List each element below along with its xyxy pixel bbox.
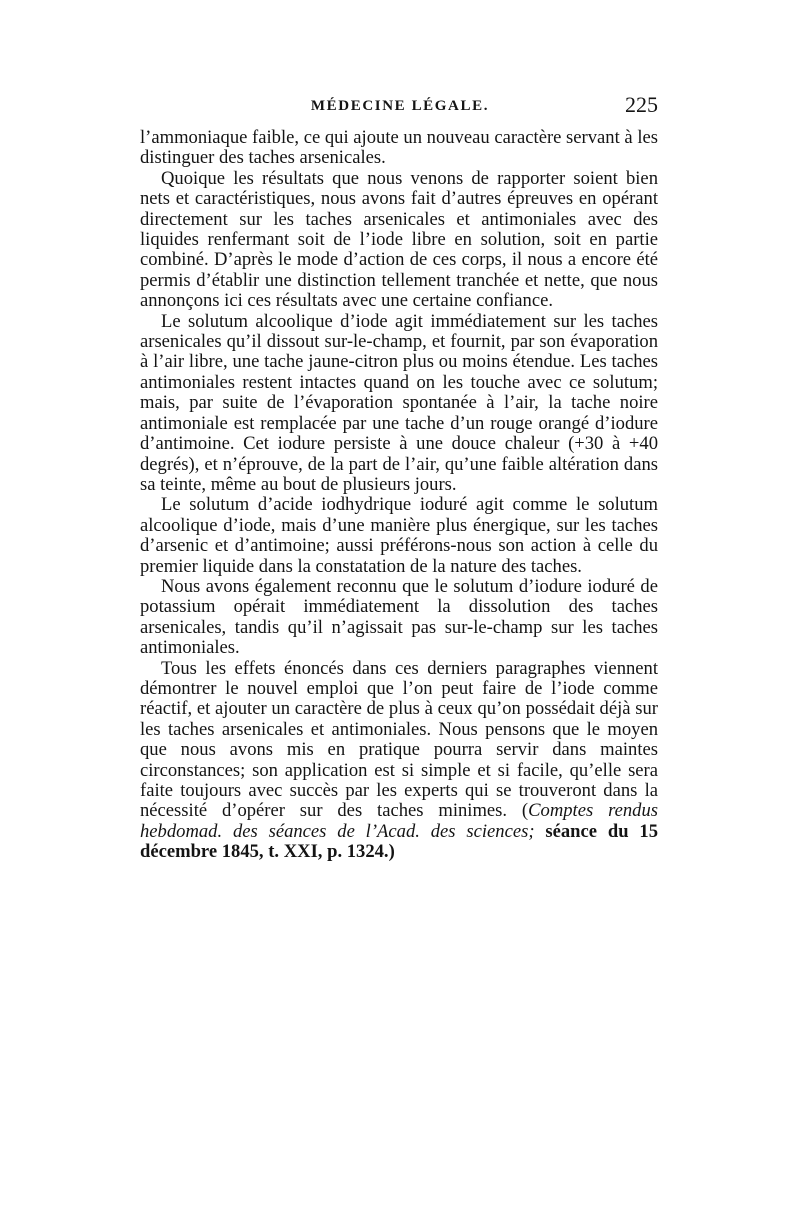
body-text bbox=[140, 128, 658, 863]
paragraph-final-text: Tous les effets énoncés dans ces derniers paragraphes viennent démontrer le nouvel emploi que l’on peut faire de l’iode comme réactif, et ajouter un caractère de plus à ceux qu’on possédait déjà sur les taches arsenicales et antimoniales. Nous pensons que le moyen que nous avons mis en pratique pourra servir dans maintes circonstances; son application est si simple et si facile, qu’elle sera faite toujours avec succès par les experts qui se trouveront dans la nécessité d’opérer sur des taches minimes. bbox=[140, 657, 658, 822]
paragraph: Nous avons également reconnu que le solutum d’iodure ioduré de potassium opérait immédiatement la dissolution des taches arsenicales, tandis qu’il n’agissait pas sur-le-champ sur les taches antimoniales. bbox=[140, 575, 658, 659]
paragraph-final bbox=[140, 659, 658, 863]
citation-reference: séance du 15 décembre 1845, t. XXI, p. 1324.) bbox=[140, 820, 658, 863]
paragraph: Le solutum d’acide iodhydrique ioduré agit comme le solutum alcoolique d’iode, mais d’une manière plus énergique, sur les taches d’arsenic et d’antimoine; aussi préférons-nous son action à celle du premier liquide dans la constatation de la nature des taches. bbox=[140, 494, 658, 577]
page-header bbox=[140, 92, 660, 124]
paragraph-continuation: l’ammoniaque faible, ce qui ajoute un nouveau caractère servant à les distinguer des taches arsenicales. bbox=[140, 127, 658, 169]
citation-open: ( bbox=[521, 800, 529, 822]
paragraph: Le solutum alcoolique d’iode agit immédiatement sur les taches arsenicales qu’il dissout sur-le-champ, et fournit, par son évaporation à l’air libre, une tache jaune-citron plus ou moins étendue. Les taches antimoniales restent intactes quand on les touche avec ce solutum; mais, par suite de l’évaporation spontanée à l’air, la tache noire antimoniale est remplacée par une tache d’un rouge orangé d’iodure d’antimoine. Cet iodure persiste à une douce chaleur (+30 à +40 degrés), et n’éprouve, de la part de l’air, qu’une faible altération dans sa teinte, même au bout de plusieurs jours. bbox=[140, 310, 658, 495]
page-number: 225 bbox=[625, 92, 658, 117]
running-title: MÉDECINE LÉGALE. bbox=[310, 98, 490, 114]
citation-source: Comptes rendus hebdomad. des séances de l’Acad. des sciences; bbox=[140, 800, 658, 842]
paragraph: Quoique les résultats que nous venons de rapporter soient bien nets et caractéristiques, nous avons fait d’autres épreuves en opérant directement sur les taches arsenicales et antimoniales avec des liquides renfermant soit de l’iode libre en solution, soit en partie combiné. D’après le mode d’action de ces corps, il nous a encore été permis d’établir une distinction tellement tranchée et nette, que nous annonçons ici ces résultats avec une certaine confiance. bbox=[140, 167, 658, 312]
